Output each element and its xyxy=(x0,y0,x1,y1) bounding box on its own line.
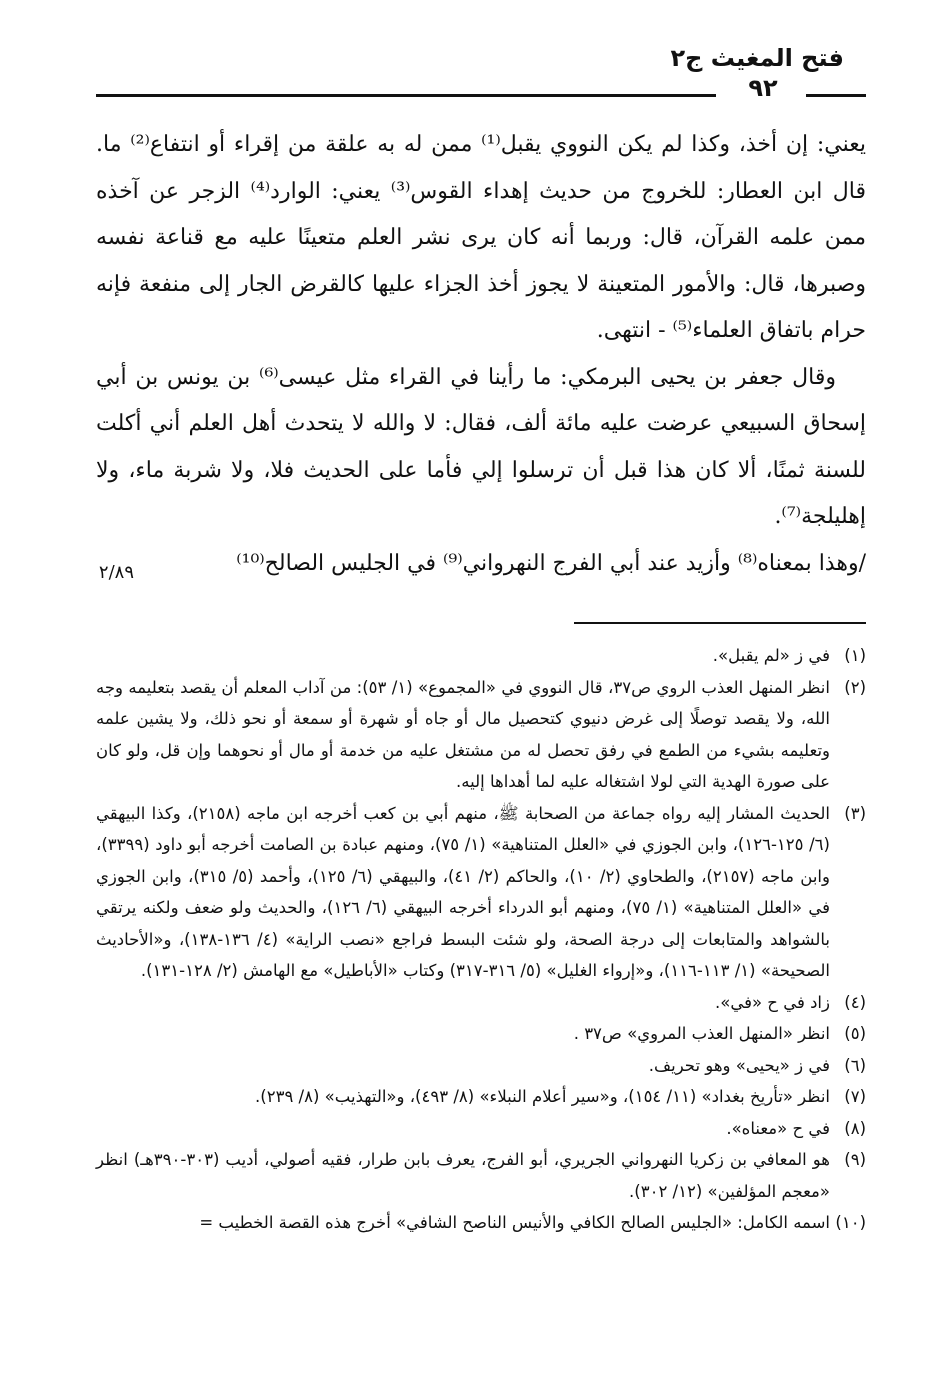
footnote-text: انظر «تأريخ بغداد» (١١/ ١٥٤)، و«سير أعلام النبلاء» (٨/ ٤٩٣)، و«التهذيب» (٨/ ٢٣٩). xyxy=(255,1087,830,1106)
footnote-number: (٥) xyxy=(844,1024,866,1043)
footnote-number: (٦) xyxy=(844,1055,866,1075)
footnote-number: (٩) xyxy=(844,1150,866,1169)
footnote-text: زاد في ح «في». xyxy=(714,992,830,1012)
footnote-text: الحديث المشار إليه رواه جماعة من الصحابة ﷺ، منهم أبي بن كعب أخرجه ابن ماجه (٢١٥٨)، وكذا البيهقي (٦/ ١٢٥-١٢٦)، وابن الجوزي في «العلل المتناهية» (١/ ٧٥)، ومنهم عبادة بن الصامت أخرجه أبو داود (٣٣٩٩)، وابن ماجه (٢١٥٧)، والطحاوي (٢/ ١٠)، والحاكم (٢/ ٤١)، والبيهقي (٦/ ١٢٥)، وأحمد (٥/ ٣١٥)، وابن الجوزي في «العلل المتناهية» (١/ ٧٥)، ومنهم أبو الدرداء أخرجه البيهقي (٦/ ١٢٦)، والحديث ولو ضعف ولكنه يرتقي بالشواهد والمتابعات إلى درجة الصحة، ولو شئت البسط فراجع «نصب الراية» (٤/ ١٣٦-١٣٨)، و«الأحاديث الصحيحة» (١/ ١١٣-١١٦)، و«إرواء الغليل» (٥/ ٣١٦-٣١٧) وكتاب «الأباطيل» مع الهامش (٢/ ١٢٨-١٣١). xyxy=(96,803,831,980)
footnote-4 xyxy=(96,987,866,1019)
footnote-9 xyxy=(96,1144,866,1207)
footnote-number: (٢) xyxy=(844,677,866,697)
footnote-text: في ز «لم يقبل». xyxy=(712,646,830,665)
footnotes xyxy=(96,640,866,1239)
footnote-6 xyxy=(96,1050,866,1082)
footnote-number: (١) xyxy=(844,646,866,665)
footnote-text: في ح «معناه». xyxy=(726,1118,830,1138)
footnote-number: (١٠) xyxy=(835,1213,866,1232)
paragraph-2: وقال جعفر بن يحيى البرمكي: ما رأينا في القراء مثل عيسى⁽⁶⁾ بن يونس بن أبي إسحاق السبيعي عرضت عليه مائة ألف، فقال: لا والله لا يتحدث أهل العلم أني أكلت للسنة ثمنًا، ألا كان هذا قبل أن ترسلوا إلي فأما على الحديث فلا، ولا شربة ماء، ولا إهليلجة⁽⁷⁾. xyxy=(96,364,866,529)
footnote-text: اسمه الكامل: «الجليس الصالح الكافي والأنيس الناصح الشافي» أخرج هذه القصة الخطيب = xyxy=(199,1213,830,1232)
header-rule-short xyxy=(806,94,866,97)
footnote-8 xyxy=(96,1113,866,1145)
footnote-5 xyxy=(96,1018,866,1050)
footnote-text: انظر «المنهل العذب المروي» ص٣٧ . xyxy=(573,1024,830,1043)
footnote-2 xyxy=(96,672,866,798)
header-rule xyxy=(96,94,716,97)
paragraph-3: /وهذا بمعناه⁽⁸⁾ وأزيد عند أبي الفرج النهرواني⁽⁹⁾ في الجليس الصالح⁽¹⁰⁾ xyxy=(236,550,866,576)
footnote-separator xyxy=(574,622,866,624)
footnote-number: (٨) xyxy=(844,1118,866,1138)
footnote-text: هو المعافي بن زكريا النهرواني الجريري، أبو الفرج، يعرف بابن طرار، فقيه أصولي، أديب (٣٠٣-٣٩٠هـ) انظر «معجم المؤلفين» (١٢/ ٣٠٢). xyxy=(96,1150,830,1201)
paragraph-1: يعني: إن أخذ، وكذا لم يكن النووي يقبل⁽¹⁾ ممن له به علقة من إقراء أو انتفاع⁽²⁾ ما. قال ابن العطار: للخروج من حديث إهداء القوس⁽³⁾ يعني: الوارد⁽⁴⁾ الزجر عن آخذه ممن علمه القرآن، قال: وربما أنه كان يرى نشر العلم متعينًا عليه مع قناعة نفسه وصبرها، قال: والأمور المتعينة لا يجوز أخذ الجزاء عليها كالقرض الجار إلى منفعة فإنه حرام باتفاق العلماء⁽⁵⁾ - انتهى. xyxy=(96,132,866,343)
footnote-text: انظر المنهل العذب الروي ص٣٧، قال النووي في «المجموع» (١/ ٥٣): من آداب المعلم أن يقصد بتعليمه وجه الله، ولا يقصد توصلًا إلى غرض دنيوي كتحصيل مال أو جاه أو شهرة أو سمعة أو نحو ذلك، ولا يشين علمه وتعليمه بشيء من الطمع في رفق تحصل له من مشتغل عليه من خدمة أو مال أو نحوهما وإن قل، ولو كان على صورة الهدية التي لولا اشتغاله عليه لما أهداها إليه. xyxy=(96,677,830,791)
footnote-number: (٣) xyxy=(844,803,866,823)
footnote-10 xyxy=(96,1207,866,1239)
page-number: ٩٢ xyxy=(748,74,778,102)
footnote-1 xyxy=(96,640,866,672)
footnote-number: (٧) xyxy=(844,1087,866,1106)
footnote-7 xyxy=(96,1081,866,1113)
footnote-text: في ز «يحيى» وهو تحريف. xyxy=(648,1055,830,1075)
main-text xyxy=(96,122,866,587)
footnote-3 xyxy=(96,798,866,987)
footnote-number: (٤) xyxy=(844,992,866,1012)
running-title: فتح المغيث ج٢ xyxy=(670,44,844,72)
manuscript-page-ref: ٢/٨٩ xyxy=(98,562,134,583)
